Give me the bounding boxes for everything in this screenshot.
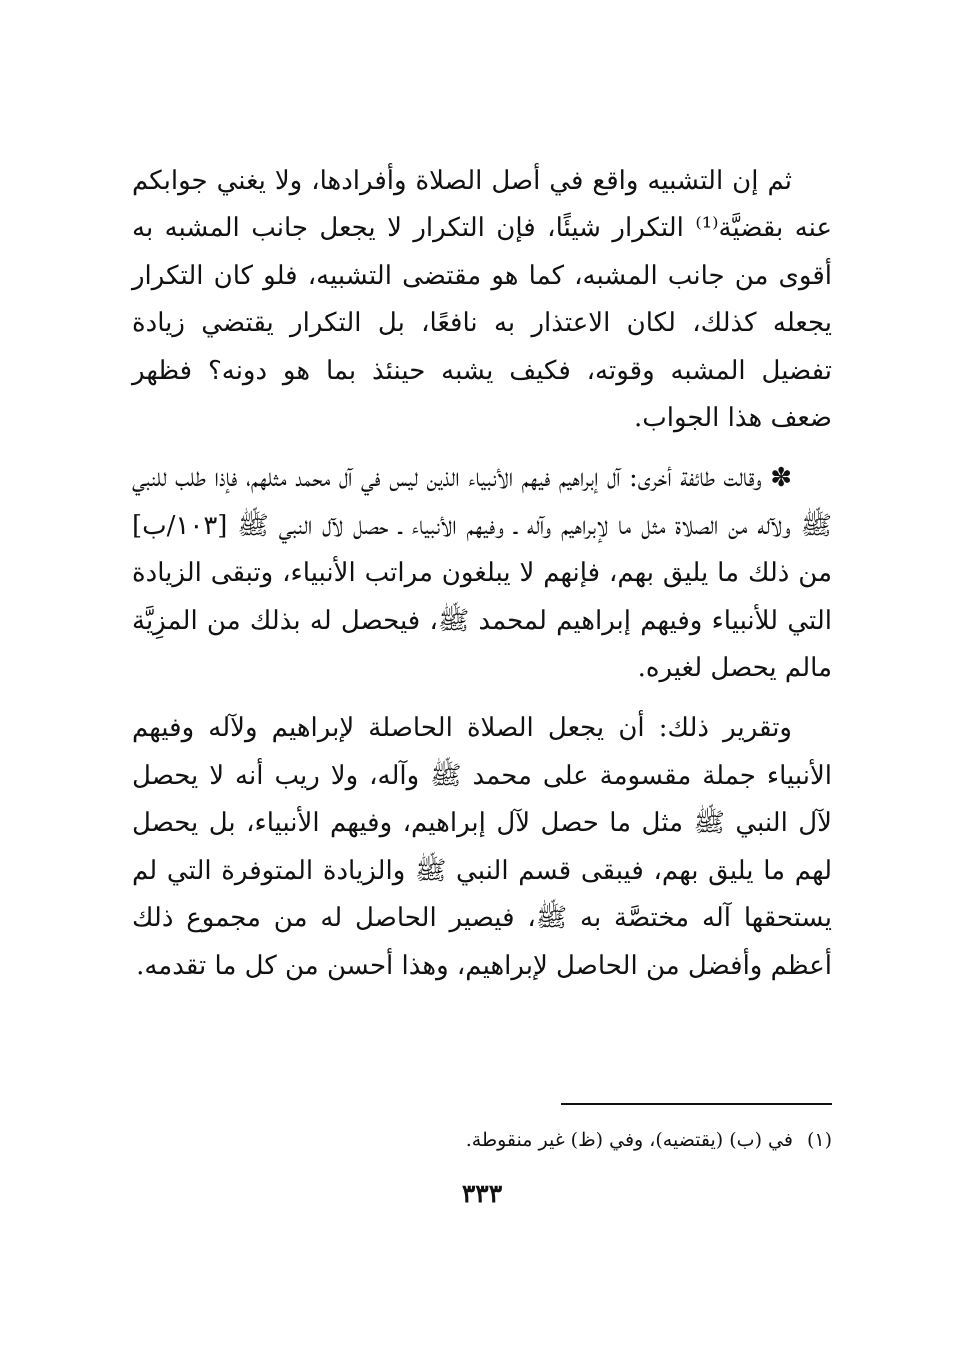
footnote-separator [561,1103,832,1105]
paragraph-2: ✽ وقالت طائفة أخرى: آل إبراهيم فيهم الأنبياء الذين ليس في آل محمد مثلهم، فإذا طلب للنبي ﷺ ولآله من الصلاة مثل ما لإبراهيم وآله ـ وفيهم الأنبياء ـ حصل لآل النبي ﷺ [١٠٣/ب] من ذلك ما يليق بهم، فإنهم لا يبلغون مراتب الأنبياء، وتبقى الزيادة التي للأنبياء وفيهم إبراهيم لمحمد ﷺ، فيحصل له بذلك من المزِيَّة مالم يحصل لغيره. [132,463,832,684]
paragraph-3: وتقرير ذلك: أن يجعل الصلاة الحاصلة لإبراهيم ولآله وفيهم الأنبياء جملة مقسومة على محمد ﷺ وآله، ولا ريب أنه لا يحصل لآل النبي ﷺ مثل ما حصل لآل إبراهيم، وفيهم الأنبياء، بل يحصل لهم ما يليق بهم، فيبقى قسم النبي ﷺ والزيادة المتوفرة التي لم يستحقها آله مختصَّة به ﷺ، فيصير الحاصل له من مجموع ذلك أعظم وأفضل من الحاصل لإبراهيم، وهذا أحسن من كل ما تقدمه. [132,713,832,981]
footnote-marker: (١) [806,1129,832,1151]
paragraph-1: ثم إن التشبيه واقع في أصل الصلاة وأفرادها، ولا يغني جوابكم عنه بقضيَّة⁽¹⁾ التكرار شيئًا، فإن التكرار لا يجعل جانب المشبه به أقوى من جانب المشبه، كما هو مقتضى التشبيه، فلو كان التكرار يجعله كذلك، لكان الاعتذار به نافعًا، بل التكرار يقتضي زيادة تفضيل المشبه وقوته، فكيف يشبه حينئذ بما هو دونه؟ فظهر ضعف هذا الجواب. [132,166,833,434]
footnote-text: في (ب) (يقتضيه)، وفي (ظ) غير منقوطة. [465,1129,793,1151]
footnote [132,1120,832,1160]
main-text [132,158,832,990]
page-number: ٣٣٣ [461,1179,503,1208]
